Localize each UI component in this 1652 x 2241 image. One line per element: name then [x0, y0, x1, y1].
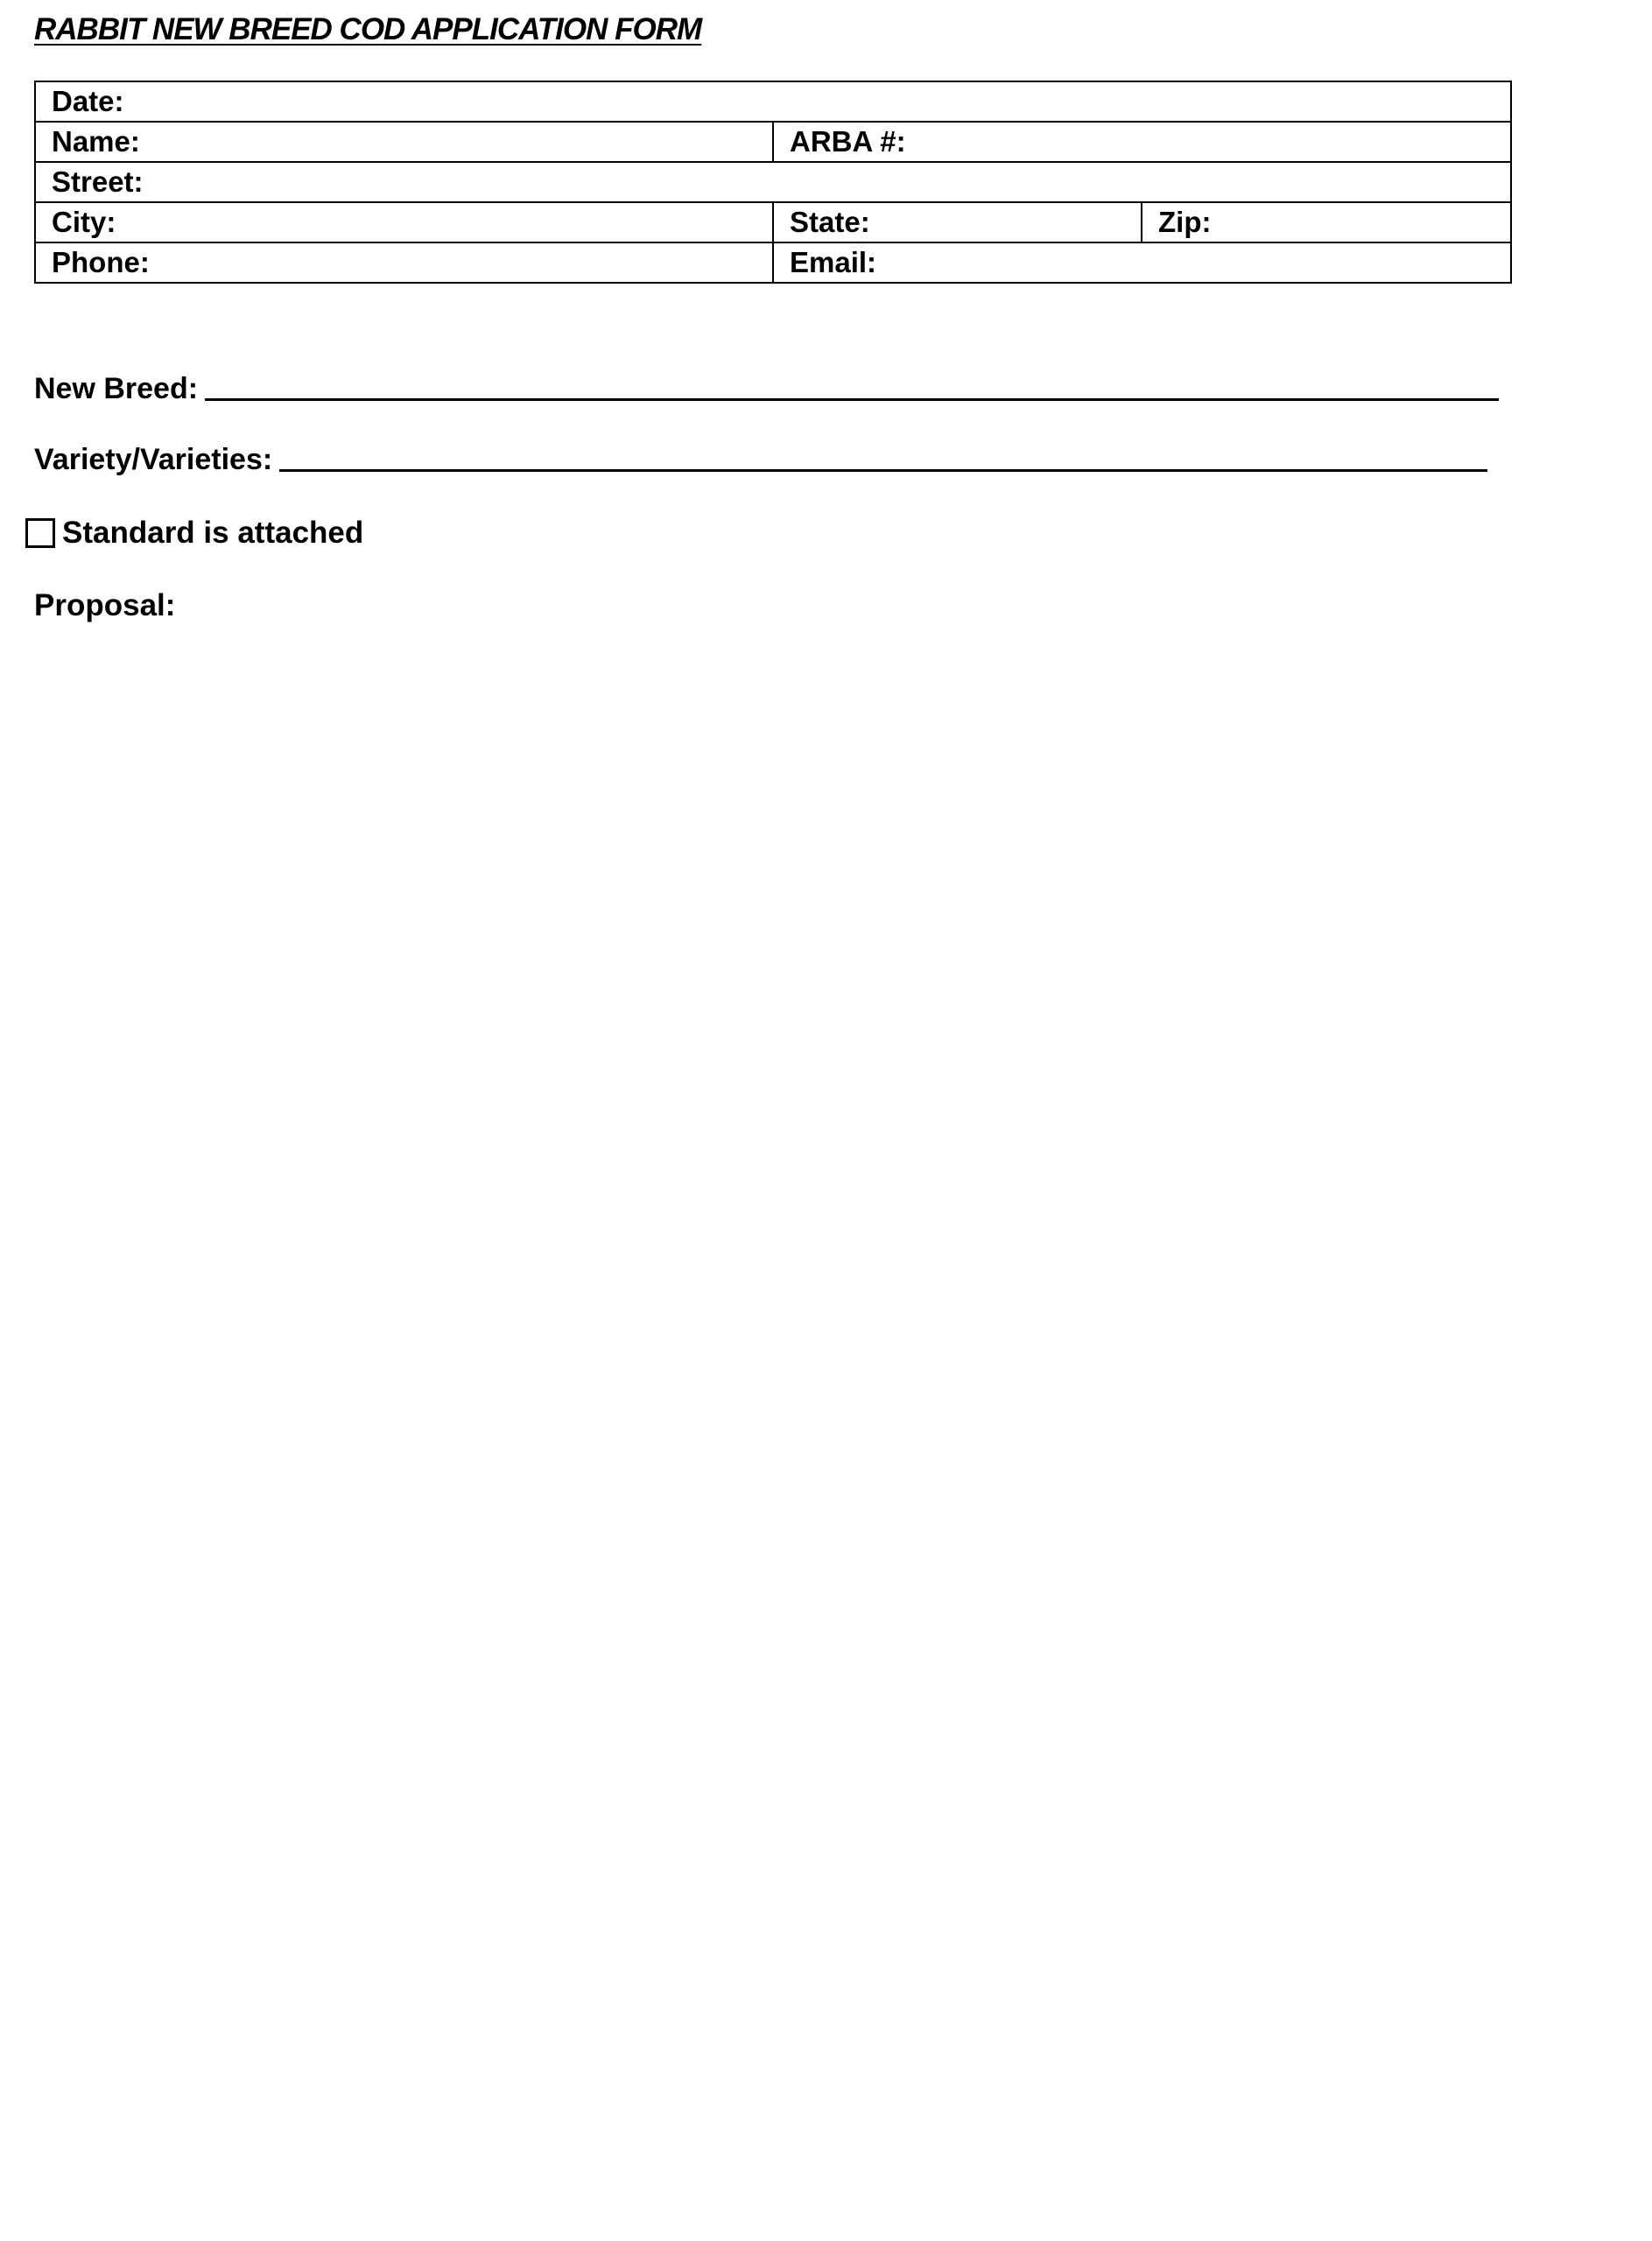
date-field[interactable]: [35, 81, 1511, 122]
table-row: [35, 202, 1511, 242]
table-row: [35, 81, 1511, 122]
street-label: Street:: [52, 165, 144, 198]
table-row: [35, 162, 1511, 202]
street-field[interactable]: [35, 162, 1511, 202]
city-label: City:: [52, 206, 116, 238]
standard-attached-checkbox[interactable]: [25, 518, 55, 548]
state-label: State:: [790, 206, 870, 238]
table-row: [35, 122, 1511, 162]
zip-field[interactable]: [1142, 202, 1511, 242]
varieties-row: [34, 443, 1487, 477]
state-field[interactable]: [773, 202, 1142, 242]
arba-number-field[interactable]: [773, 122, 1511, 162]
phone-label: Phone:: [52, 246, 150, 278]
standard-attached-label: Standard is attached: [62, 516, 364, 550]
new-breed-row: [34, 372, 1499, 406]
zip-label: Zip:: [1158, 206, 1212, 238]
varieties-label: Variety/Varieties:: [34, 443, 273, 476]
proposal-label: Proposal:: [34, 588, 176, 622]
page-title: RABBIT NEW BREED COD APPLICATION FORM: [34, 12, 702, 46]
new-breed-input[interactable]: [205, 372, 1499, 401]
arba-number-label: ARBA #:: [790, 125, 906, 158]
name-field[interactable]: [35, 122, 773, 162]
varieties-input[interactable]: [279, 443, 1487, 472]
city-field[interactable]: [35, 202, 773, 242]
contact-info-table: [34, 81, 1512, 284]
new-breed-label: New Breed:: [34, 372, 199, 405]
phone-field[interactable]: [35, 242, 773, 283]
table-row: [35, 242, 1511, 283]
name-label: Name:: [52, 125, 140, 158]
email-label: Email:: [790, 246, 877, 278]
date-label: Date:: [52, 85, 124, 117]
standard-attached-row: [25, 516, 363, 551]
email-field[interactable]: [773, 242, 1511, 283]
